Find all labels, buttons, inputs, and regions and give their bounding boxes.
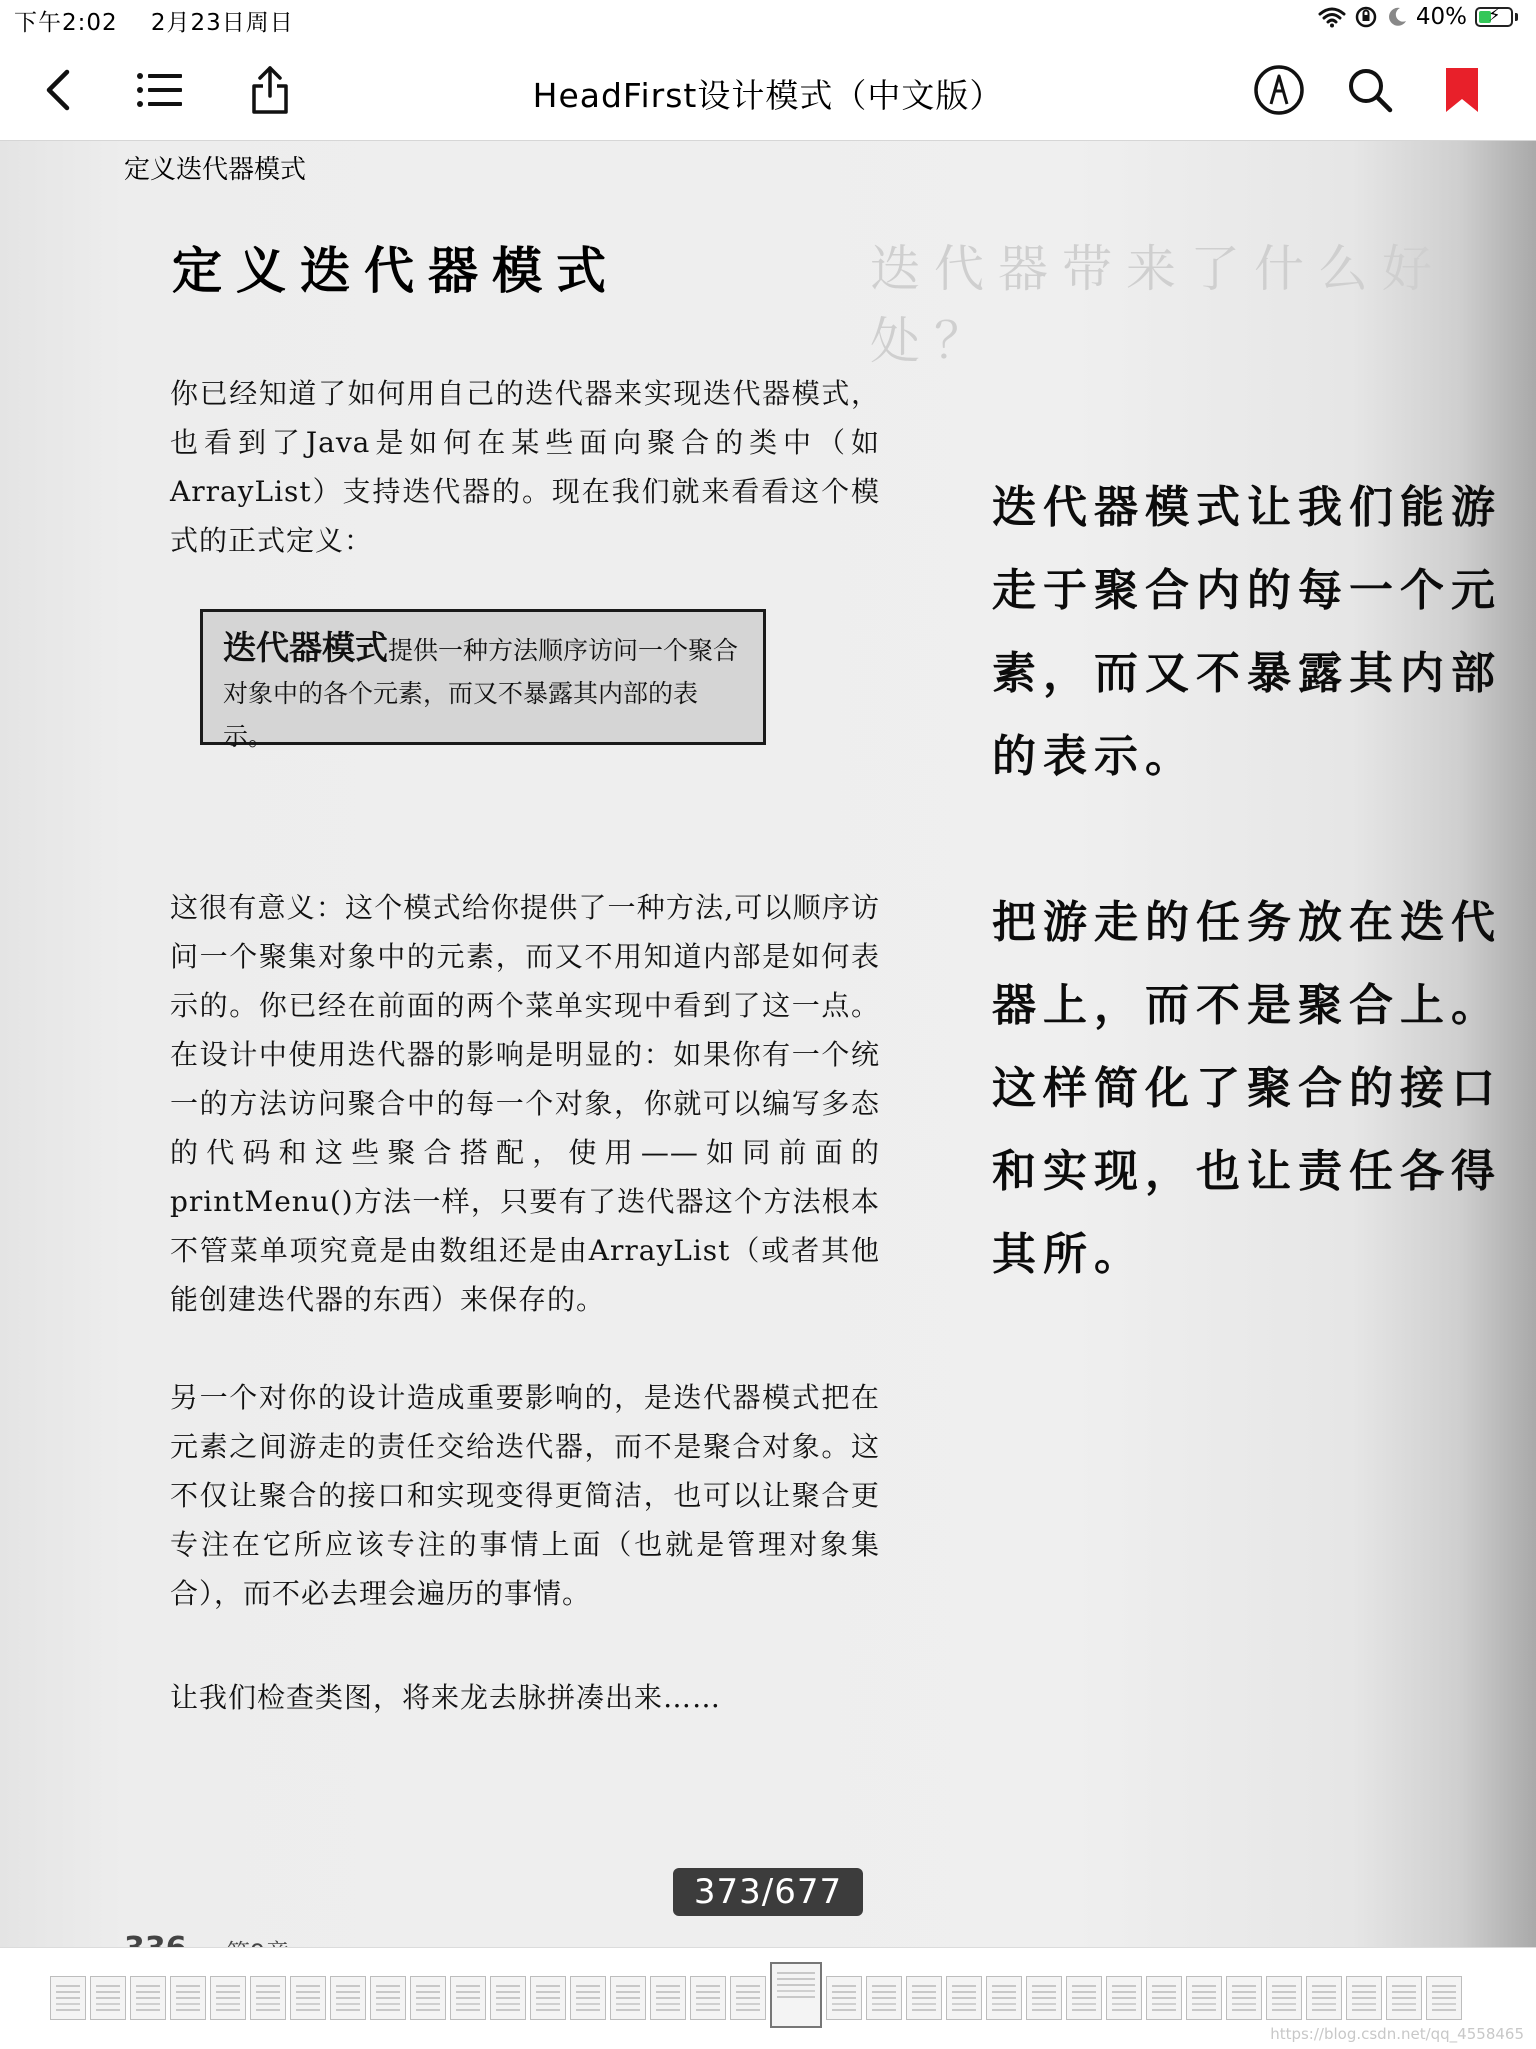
charging-bolt-icon: ⚡	[1488, 5, 1501, 26]
book-title: HeadFirst设计模式（中文版）	[532, 76, 1004, 115]
page-thumbnail[interactable]	[1266, 1976, 1302, 2020]
paragraph-intro: 你已经知道了如何用自己的迭代器来实现迭代器模式，也看到了Java是如何在某些面向聚合的类中（如ArrayList）支持迭代器的。现在我们就来看看这个模式的正式定义：	[170, 377, 880, 557]
annotate-button[interactable]	[1249, 60, 1309, 120]
page-thumbnail[interactable]	[1426, 1976, 1462, 2020]
status-time: 下午2:02	[14, 10, 118, 36]
bookmark-button[interactable]	[1432, 60, 1492, 120]
page-thumbnail[interactable]	[370, 1976, 406, 2020]
page-indicator: 373/677	[673, 1868, 863, 1916]
page-thumbnail[interactable]	[50, 1976, 86, 2020]
book-page[interactable]	[0, 141, 1536, 1947]
definition-term: 迭代器模式	[223, 628, 388, 667]
search-icon	[1347, 67, 1393, 113]
bookmark-icon	[1444, 66, 1480, 114]
orientation-lock-icon	[1354, 5, 1378, 29]
thumbnail-row[interactable]	[50, 1976, 1462, 2028]
status-time-date	[14, 4, 294, 37]
handwritten-note-1: 迭代器模式让我们能游走于聚合内的每一个元素，而又不暴露其内部的表示。	[992, 482, 1502, 782]
status-bar	[0, 0, 1536, 40]
page-thumbnail[interactable]	[730, 1976, 766, 2020]
reader-toolbar	[0, 40, 1536, 141]
bleed-through-title: 迭代器带来了什么好处？	[870, 240, 1446, 370]
page-thumbnail[interactable]	[170, 1976, 206, 2020]
battery-percent: 40%	[1415, 4, 1467, 30]
page-thumbnail[interactable]	[530, 1976, 566, 2020]
page-thumbnail-strip[interactable]	[0, 1947, 1536, 2049]
definition-box	[200, 609, 766, 751]
paragraph-responsibility: 另一个对你的设计造成重要影响的，是迭代器模式把在元素之间游走的责任交给迭代器，而不是聚合对象。这不仅让聚合的接口和实现变得更简洁，也可以让聚合更专注在它所应该专注的事情上面（也就是管理对象集合），而不必去理会遍历的事情。	[170, 1381, 880, 1610]
annotate-icon	[1253, 64, 1305, 116]
wifi-icon	[1318, 6, 1346, 28]
battery-cap	[1515, 13, 1518, 21]
page-thumbnail[interactable]	[866, 1976, 902, 2020]
page-thumbnail[interactable]	[690, 1976, 726, 2020]
page-thumbnail[interactable]	[610, 1976, 646, 2020]
definition-text: 提供一种方法顺序访问一个聚合对象中的各个元素，而又不暴露其内部的表示。	[223, 636, 739, 751]
page-thumbnail[interactable]	[330, 1976, 366, 2020]
page-thumbnail[interactable]	[1146, 1976, 1182, 2020]
status-indicators	[1318, 4, 1518, 30]
back-icon	[43, 68, 73, 112]
section-heading: 定义迭代器模式	[172, 242, 620, 300]
page-thumbnail[interactable]	[1026, 1976, 1062, 2020]
share-icon	[250, 66, 290, 114]
running-head: 定义迭代器模式	[124, 155, 307, 185]
page-thumbnail[interactable]	[1306, 1976, 1342, 2020]
search-button[interactable]	[1340, 60, 1400, 120]
page-thumbnail[interactable]	[250, 1976, 286, 2020]
table-of-contents-icon	[136, 72, 184, 108]
paragraph-meaning: 这很有意义：这个模式给你提供了一种方法,可以顺序访问一个聚集对象中的元素，而又不用知道内部是如何表示的。你已经在前面的两个菜单实现中看到了这一点。在设计中使用迭代器的影响是明显的：如果你有一个统一的方法访问聚合中的每一个对象，你就可以编写多态的代码和这些聚合搭配，使用——如同前面的printMenu()方法一样，只要有了迭代器这个方法根本不管菜单项究竟是由数组还是由ArrayList（或者其他能创建迭代器的东西）来保存的。	[170, 891, 880, 1316]
moon-icon	[1386, 6, 1408, 28]
page-thumbnail[interactable]	[946, 1976, 982, 2020]
page-thumbnail[interactable]	[450, 1976, 486, 2020]
page-thumbnail[interactable]	[410, 1976, 446, 2020]
page-thumbnail[interactable]	[1226, 1976, 1262, 2020]
paragraph-class-diagram-lead: 让我们检查类图，将来龙去脉拼凑出来……	[170, 1681, 722, 1714]
page-thumbnail[interactable]	[1106, 1976, 1142, 2020]
page-thumbnail[interactable]	[1186, 1976, 1222, 2020]
watermark: https://blog.csdn.net/qq_4558465	[1270, 2025, 1524, 2043]
page-thumbnail[interactable]	[906, 1976, 942, 2020]
page-thumbnail[interactable]	[1386, 1976, 1422, 2020]
table-of-contents-button[interactable]	[130, 60, 190, 120]
page-thumbnail[interactable]	[90, 1976, 126, 2020]
page-thumbnail[interactable]	[650, 1976, 686, 2020]
page-thumbnail[interactable]	[1066, 1976, 1102, 2020]
page-thumbnail[interactable]	[290, 1976, 326, 2020]
page-thumbnail[interactable]	[130, 1976, 166, 2020]
page-thumbnail[interactable]	[490, 1976, 526, 2020]
page-thumbnail[interactable]	[826, 1976, 862, 2020]
status-date: 2月23日周日	[150, 10, 294, 36]
current-page-thumbnail[interactable]	[770, 1962, 822, 2028]
share-button[interactable]	[240, 60, 300, 120]
page-thumbnail[interactable]	[986, 1976, 1022, 2020]
page-thumbnail[interactable]	[1346, 1976, 1382, 2020]
back-button[interactable]	[28, 60, 88, 120]
page-thumbnail[interactable]	[210, 1976, 246, 2020]
page-thumbnail[interactable]	[570, 1976, 606, 2020]
battery-charging-icon	[1475, 7, 1513, 27]
handwritten-note-2: 把游走的任务放在迭代器上，而不是聚合上。这样简化了聚合的接口和实现，也让责任各得其所。	[992, 897, 1502, 1280]
